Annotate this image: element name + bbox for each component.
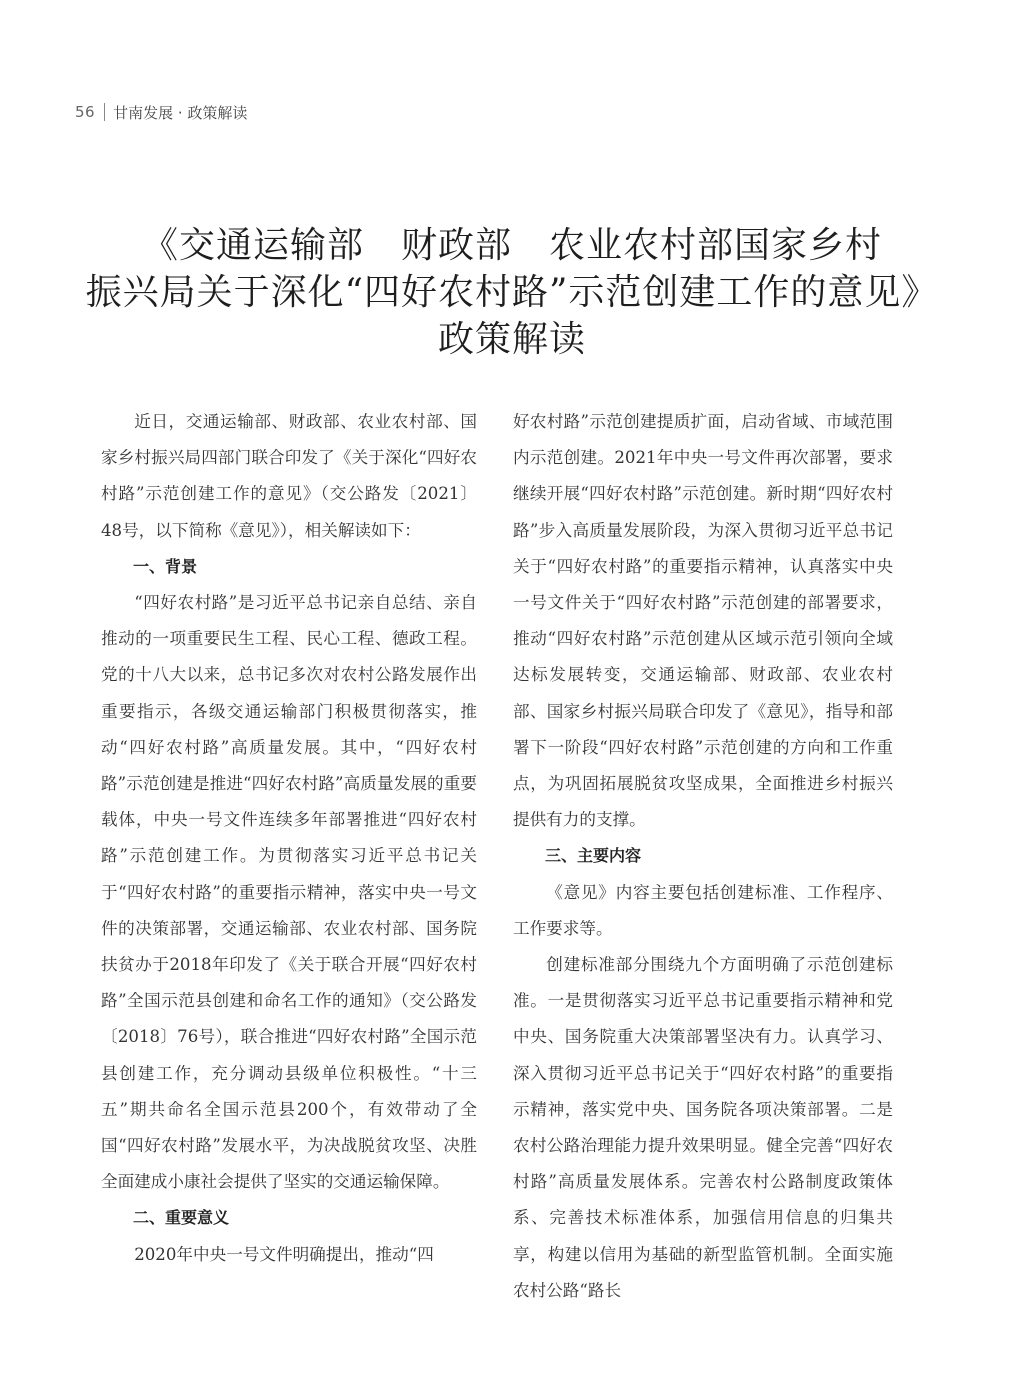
- section-title: 甘南发展 · 政策解读: [113, 103, 248, 122]
- article-title: [60, 222, 964, 363]
- page-number: 56: [75, 103, 96, 121]
- body-paragraph: 2020年中央一号文件明确提出，推动“四: [134, 1244, 434, 1264]
- body-paragraph-continued: 好农村路”示范创建提质扩面，启动省域、市域范围内示范创建。2021年中央一号文件再次部署，要求继续开展“四好农村路”示范创建。新时期“四好农村路”步入高质量发展阶段，为深入贯彻习近平总书记关于“四好农村路”的重要指示精神，认真落实中央一号文件关于“四好农村路”示范创建的部署要求，推动“四好农村路”示范创建从区域示范引领向全域达标发展转变，交通运输部、财政部、农业农村部、国家乡村振兴局联合印发了《意见》，指导和部署下一阶段“四好农村路”示范创建的方向和工作重点，为巩固拓展脱贫攻坚成果，全面推进乡村振兴提供有力的支撑。: [513, 412, 893, 830]
- section-heading: 三、主要内容: [545, 846, 642, 866]
- body-paragraph: “四好农村路”是习近平总书记亲自总结、亲自推动的一项重要民生工程、民心工程、德政工程。党的十八大以来，总书记多次对农村公路发展作出重要指示，各级交通运输部门积极贯彻落实，推动“四好农村路”高质量发展。其中，“四好农村路”示范创建是推进“四好农村路”高质量发展的重要载体，中央一号文件连续多年部署推进“四好农村路”示范创建工作。为贯彻落实习近平总书记关于“四好农村路”的重要指示精神，落实中央一号文件的决策部署，交通运输部、农业农村部、国务院扶贫办于2018年印发了《关于联合开展“四好农村路”全国示范县创建和命名工作的通知》（交公路发〔2018〕76号），联合推进“四好农村路”全国示范县创建工作，充分调动县级单位积极性。“十三五”期共命名全国示范县200个，有效带动了全国“四好农村路”发展水平，为决战脱贫攻坚、决胜全面建成小康社会提供了坚实的交通运输保障。: [101, 593, 477, 1192]
- left-column: [101, 404, 477, 1273]
- right-column: [513, 404, 893, 1309]
- title-line: 《交通运输部 财政部 农业农村部国家乡村: [141, 225, 882, 266]
- section-heading: 二、重要意义: [133, 1208, 230, 1228]
- header-divider: [104, 103, 105, 121]
- title-line: 政策解读: [437, 319, 586, 360]
- title-line: 振兴局关于深化“四好农村路”示范创建工作的意见》: [85, 272, 939, 313]
- running-header: [75, 100, 247, 124]
- body-paragraph: 创建标准部分围绕九个方面明确了示范创建标准。一是贯彻落实习近平总书记重要指示精神和党中央、国务院重大决策部署坚决有力。认真学习、深入贯彻习近平总书记关于“四好农村路”的重要指示精神，落实党中央、国务院各项决策部署。二是农村公路治理能力提升效果明显。健全完善“四好农村路”高质量发展体系。完善农村公路制度政策体系、完善技术标准体系，加强信用信息的归集共享，构建以信用为基础的新型监管机制。全面实施农村公路“路长: [513, 955, 893, 1300]
- body-paragraph: 《意见》内容主要包括创建标准、工作程序、工作要求等。: [513, 882, 893, 938]
- body-paragraph: 近日，交通运输部、财政部、农业农村部、国家乡村振兴局四部门联合印发了《关于深化“四好农村路”示范创建工作的意见》（交公路发〔2021〕48号，以下简称《意见》），相关解读如下：: [101, 412, 477, 540]
- section-heading: 一、背景: [133, 556, 198, 576]
